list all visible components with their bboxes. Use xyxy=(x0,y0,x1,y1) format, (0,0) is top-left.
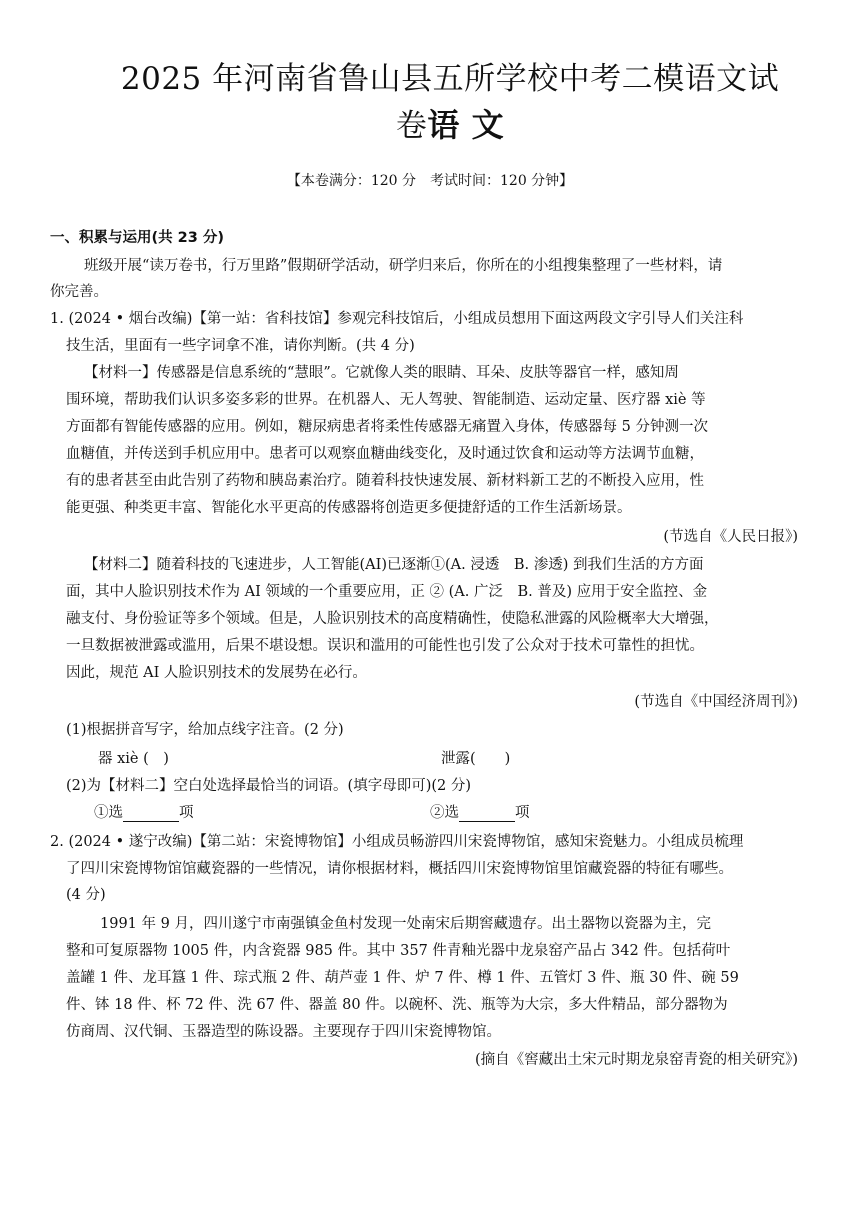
q1-material1-line6: 能更强、种类更丰富、智能化水平更高的传感器将创造更多便捷舒适的工作生活新场景。 xyxy=(66,500,632,516)
q1-material1-line1: 【材料一】传感器是信息系统的“慧眼”。它就像人类的眼睛、耳朵、皮肤等器官一样，感知周 xyxy=(84,365,679,381)
section-heading: 一、积累与运用(共 23 分) xyxy=(50,230,225,246)
q1-sub2-b-post: 项 xyxy=(515,805,530,821)
q1-sub2-answer-b[interactable] xyxy=(430,801,630,822)
q1-material2-line3: 融支付、身份验证等多个领域。但是，人脸识别技术的高度精确性，使隐私泄露的风险概率大大增强， xyxy=(66,611,719,627)
exam-title-line2 xyxy=(100,102,800,149)
q2-passage-line5: 仿商周、汉代铜、玉器造型的陈设器。主要现存于四川宋瓷博物馆。 xyxy=(66,1024,501,1040)
section-intro-line1: 班级开展“读万卷书，行万里路”假期研学活动，研学归来后，你所在的小组搜集整理了一些材料，请 xyxy=(84,258,723,274)
q1-sub2-a-blank[interactable] xyxy=(123,805,179,822)
title-line2-bold: 语 文 xyxy=(427,106,505,144)
q1-material2-line2: 面，其中人脸识别技术作为 AI 领域的一个重要应用，正 ② (A. 广泛 B. 普及) 应用于安全监控、金 xyxy=(66,584,708,600)
q1-sub2-a-post: 项 xyxy=(179,805,194,821)
q2-passage-line3: 盖罐 1 件、龙耳簋 1 件、琮式瓶 2 件、葫芦壶 1 件、炉 7 件、樽 1 件、五管灯 3 件、瓶 30 件、碗 59 xyxy=(66,970,739,986)
q2-stem-line3: (4 分) xyxy=(66,887,106,903)
q1-sub1-prompt: (1)根据拼音写字，给加点线字注音。(2 分) xyxy=(66,722,344,738)
q2-passage-source: (摘自《窖藏出土宋元时期龙泉窑青瓷的相关研究》) xyxy=(474,1052,798,1068)
q2-stem-line2: 了四川宋瓷博物馆馆藏瓷器的一些情况，请你根据材料，概括四川宋瓷博物馆里馆藏瓷器的特征有哪些。 xyxy=(66,861,733,877)
q1-material2-line1: 【材料二】随着科技的飞速进步，人工智能(AI)已逐渐①(A. 浸透 B. 渗透) 到我们生活的方方面 xyxy=(84,557,704,573)
q1-material2-line4: 一旦数据被泄露或滥用，后果不堪设想。误识和滥用的可能性也引发了公众对于技术可靠性的担忧。 xyxy=(66,638,704,654)
q1-sub2-b-blank[interactable] xyxy=(459,805,515,822)
q1-stem-line1: 1. (2024 • 烟台改编)【第一站：省科技馆】参观完科技馆后，小组成员想用下面这两段文字引导人们关注科 xyxy=(50,311,744,327)
q1-sub2-b-pre: ②选 xyxy=(430,805,459,821)
q1-sub1-answer-a[interactable]: 器 xiè ( ) xyxy=(98,751,169,767)
exam-title-line1: 2025 年河南省鲁山县五所学校中考二模语文试 xyxy=(120,61,780,97)
q1-material2-line5: 因此，规范 AI 人脸识别技术的发展势在必行。 xyxy=(66,665,367,681)
title-line2-pre: 卷 xyxy=(395,108,428,144)
section-intro-line2: 你完善。 xyxy=(50,284,108,300)
q2-passage-line4: 件、钵 18 件、杯 72 件、洗 67 件、器盖 80 件。以碗杯、洗、瓶等为大宗，多大件精品，部分器物为 xyxy=(66,997,728,1013)
q1-material1-line2: 围环境，帮助我们认识多姿多彩的世界。在机器人、无人驾驶、智能制造、运动定量、医疗器 xiè 等 xyxy=(66,392,706,408)
q1-material1-line5: 有的患者甚至由此告别了药物和胰岛素治疗。随着科技快速发展、新材料新工艺的不断投入应用，性 xyxy=(66,473,704,489)
q2-passage-line1: 1991 年 9 月，四川遂宁市南强镇金鱼村发现一处南宋后期窖藏遗存。出土器物以瓷器为主，完 xyxy=(100,916,711,932)
q1-material1-source: (节选自《人民日报》) xyxy=(663,529,798,545)
q1-sub1-answer-b[interactable]: 泄露( ) xyxy=(441,751,511,767)
q1-sub2-a-pre: ①选 xyxy=(94,805,123,821)
q1-stem-line2: 技生活，里面有一些字词拿不准，请你判断。(共 4 分) xyxy=(66,338,415,354)
q1-material1-line3: 方面都有智能传感器的应用。例如，糖尿病患者将柔性传感器无痛置入身体，传感器每 5 分钟测一次 xyxy=(66,419,708,435)
q1-material1-line4: 血糖值，并传送到手机应用中。患者可以观察血糖曲线变化，及时通过饮食和运动等方法调节血糖， xyxy=(66,446,704,462)
exam-info: 【本卷满分：120 分 考试时间：120 分钟】 xyxy=(286,173,574,189)
q1-material2-source: (节选自《中国经济周刊》) xyxy=(634,694,798,710)
q1-sub2-answer-a[interactable] xyxy=(94,801,294,822)
q1-sub2-prompt: (2)为【材料二】空白处选择最恰当的词语。(填字母即可)(2 分) xyxy=(66,778,471,794)
q2-passage-line2: 整和可复原器物 1005 件，内含瓷器 985 件。其中 357 件青釉光器中龙泉窑产品占 342 件。包括荷叶 xyxy=(66,943,731,959)
q2-stem-line1: 2. (2024 • 遂宁改编)【第二站：宋瓷博物馆】小组成员畅游四川宋瓷博物馆，感知宋瓷魅力。小组成员梳理 xyxy=(50,834,744,850)
